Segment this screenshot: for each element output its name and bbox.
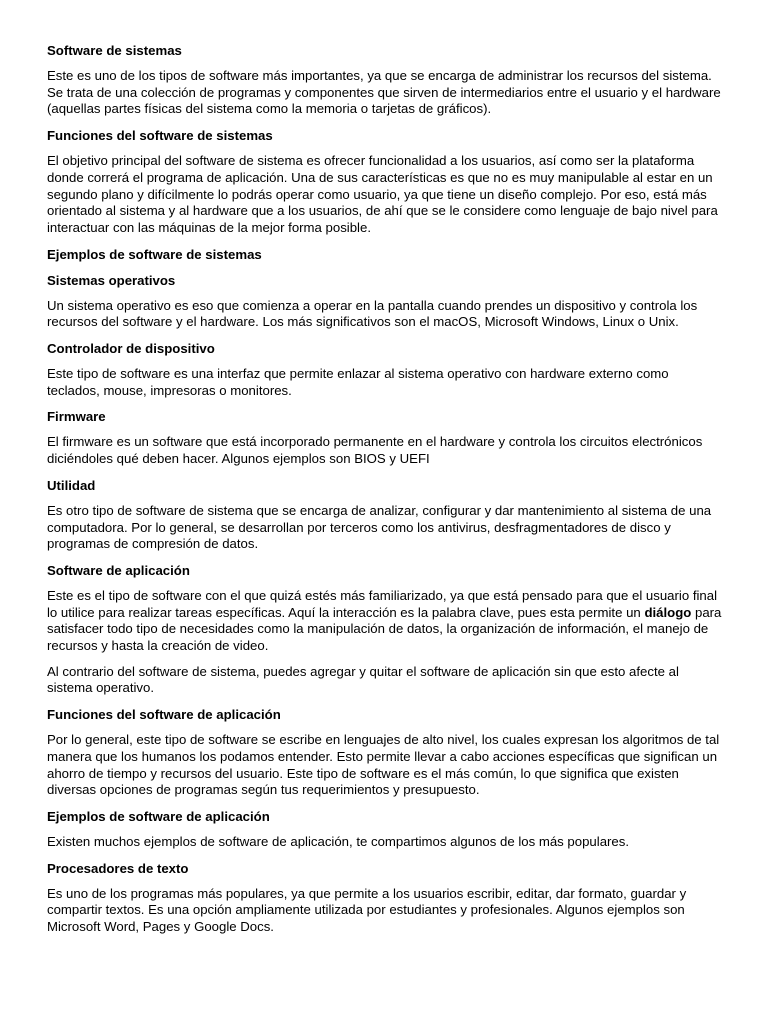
- paragraph-text: para satisfacer todo tipo de necesidades como la manipulación de datos, la organización de información, el manejo de recursos y hasta la creación de video.: [47, 604, 722, 654]
- bold-term: diálogo: [644, 604, 692, 620]
- heading-controlador-dispositivo: Controlador de dispositivo: [47, 341, 215, 357]
- paragraph: El firmware es un software que está incorporado permanente en el hardware y controla los circuitos electrónicos diciéndoles qué deben hacer. Algunos ejemplos son BIOS y UEFI: [47, 434, 703, 467]
- heading-funciones-software-sistemas: Funciones del software de sistemas: [47, 128, 273, 144]
- heading-funciones-software-aplicacion: Funciones del software de aplicación: [47, 707, 281, 723]
- document-body: [47, 42, 725, 945]
- paragraph: El objetivo principal del software de sistema es ofrecer funcionalidad a los usuarios, así como ser la plataforma donde correrá el programa de aplicación. Una de sus características es que no es muy manipulable al estar en un segundo plano y difícilmente lo podrás operar como usuario, ya que tiene un diseño complejo. Por eso, está más orientado al sistema y al hardware que a los usuarios, de ahí que se le considere como lenguaje de bajo nivel para interactuar con las máquinas de la mejor forma posible.: [47, 153, 718, 235]
- heading-software-de-sistemas: Software de sistemas: [47, 43, 182, 58]
- heading-ejemplos-software-sistemas: Ejemplos de software de sistemas: [47, 246, 262, 262]
- paragraph: Es otro tipo de software de sistema que se encarga de analizar, configurar y dar mantenimiento al sistema de una computadora. Por lo general, se desarrollan por terceros como los antivirus, desfragmentadores de disco y programas de compresión de datos.: [47, 502, 712, 552]
- paragraph: Un sistema operativo es eso que comienza a operar en la pantalla cuando prendes un dispositivo y controla los recursos del software y el hardware. Los más significativos son el macOS, Microsoft Windows, Linux o Unix.: [47, 297, 698, 330]
- heading-sistemas-operativos: Sistemas operativos: [47, 272, 176, 288]
- heading-procesadores-de-texto: Procesadores de texto: [47, 860, 189, 876]
- paragraph: Es uno de los programas más populares, ya que permite a los usuarios escribir, editar, dar formato, guardar y compartir textos. Es una opción ampliamente utilizada por estudiantes y profesionales. Algunos ejemplos son Microsoft Word, Pages y Google Docs.: [47, 885, 687, 935]
- paragraph: [47, 588, 725, 655]
- paragraph: Por lo general, este tipo de software se escribe en lenguajes de alto nivel, los cuales expresan los algoritmos de tal manera que los humanos los podamos entender. Esto permite llevar a cabo acciones específicas que significan un ahorro de tiempo y recursos del usuario. Este tipo de software es el más común, lo que significa que existen diversas opciones de programas según tus requerimientos y presupuesto.: [47, 732, 720, 798]
- paragraph: Este tipo de software es una interfaz que permite enlazar al sistema operativo con hardware externo como teclados, mouse, impresoras o monitores.: [47, 366, 669, 398]
- paragraph: Al contrario del software de sistema, puedes agregar y quitar el software de aplicación sin que esto afecte al sistema operativo.: [47, 663, 679, 696]
- heading-firmware: Firmware: [47, 409, 106, 425]
- paragraph: Existen muchos ejemplos de software de aplicación, te compartimos algunos de los más populares.: [47, 833, 630, 849]
- paragraph: Este es uno de los tipos de software más importantes, ya que se encarga de administrar los recursos del sistema. Se trata de una colección de programas y componentes que sirven de intermediarios entre el usuario y el hardware (aquellas partes físicas del sistema como la memoria o tarjetas de gráficos).: [47, 68, 721, 117]
- paragraph-text: Este es el tipo de software con el que quizá estés más familiarizado, ya que está pensado para que el usuario final lo utilice para realizar tareas específicas. Aquí la interacción es la palabra clave, pues esta permite un: [47, 587, 718, 620]
- heading-utilidad: Utilidad: [47, 477, 96, 493]
- heading-ejemplos-software-aplicacion: Ejemplos de software de aplicación: [47, 808, 270, 824]
- heading-software-de-aplicacion: Software de aplicación: [47, 562, 190, 578]
